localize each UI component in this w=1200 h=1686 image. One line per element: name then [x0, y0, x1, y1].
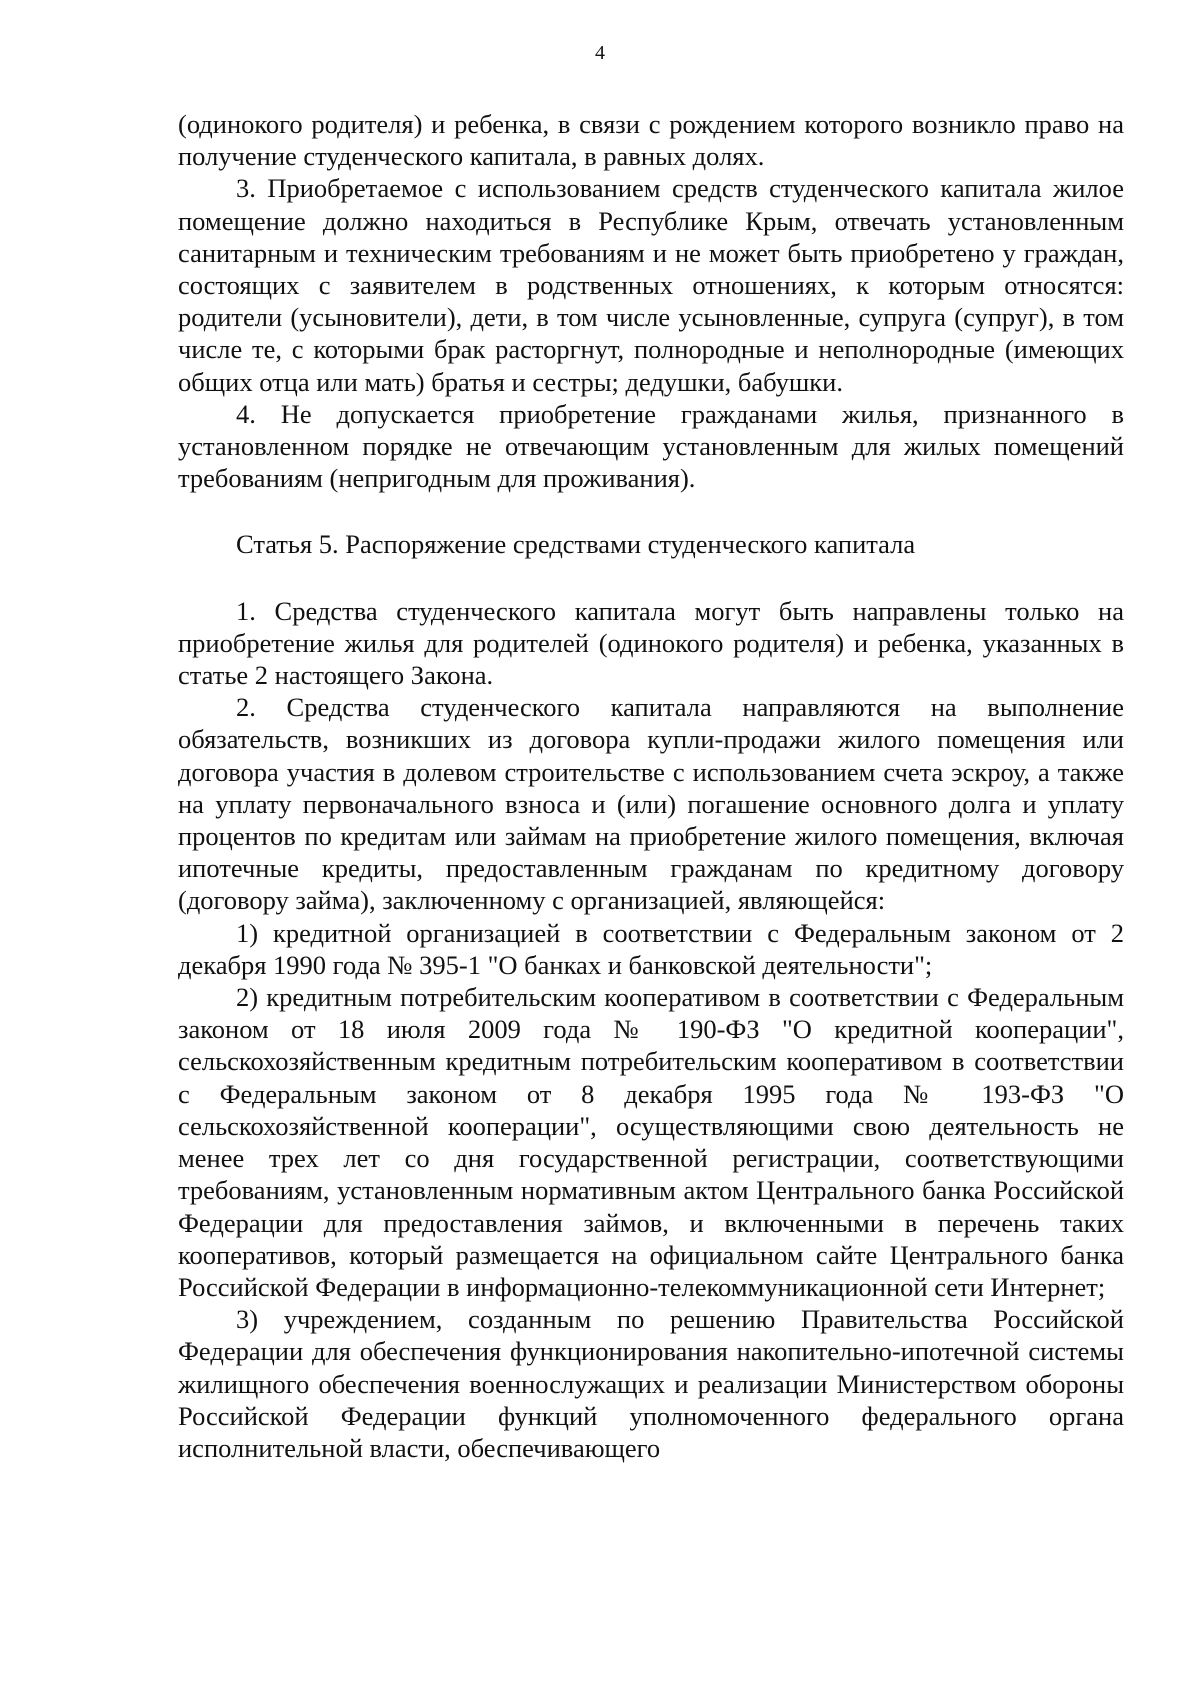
paragraph-item-3: 3. Приобретаемое с использованием средств студенческого капитала жилое помещение должно находиться в Республике Крым, отвечать установленным санитарным и техническим требованиям и не может быть приобретено у граждан, состоящих с заявителем в родственных отношениях, к которым относятся: родители (усыновители), дети, в том числе усыновленные, супруга (супруг), в том числе те, с которыми брак расторгнут, полнородные и неполнородные (имеющих общих отца или мать) братья и сестры; дедушки, бабушки.	[178, 173, 1124, 397]
article-heading: Статья 5. Распоряжение средствами студенческого капитала	[236, 529, 916, 560]
subitem-3: 3) учреждением, созданным по решению Правительства Российской Федерации для обеспечения функционирования накопительно-ипотечной системы жилищного обеспечения военнослужащих и реализации Министерством обороны Российской Федерации функций уполномоченного федерального органа исполнительной власти, обеспечивающего	[178, 1304, 1124, 1463]
article-5-item-1: 1. Средства студенческого капитала могут быть направлены только на приобретение жилья для родителей (одинокого родителя) и ребенка, указанных в статье 2 настоящего Закона.	[178, 595, 1124, 691]
paragraph-continuation: (одинокого родителя) и ребенка, в связи с рождением которого возникло право на получение студенческого капитала, в равных долях.	[178, 109, 1124, 172]
subitem-1: 1) кредитной организацией в соответствии с Федеральным законом от 2 декабря 1990 года № 395-1 "О банках и банковской деятельности";	[178, 917, 1124, 980]
page-number: 4	[595, 42, 605, 64]
article-5-item-2: 2. Средства студенческого капитала направляются на выполнение обязательств, возникших из договора купли-продажи жилого помещения или договора участия в долевом строительстве с использованием счета эскроу, а также на уплату первоначального взноса и (или) погашение основного долга и уплату процентов по кредитам или займам на приобретение жилого помещения, включая ипотечные кредиты, предоставленным гражданам по кредитному договору (договору займа), заключенному с организацией, являющейся:	[178, 692, 1124, 916]
paragraph-item-4: 4. Не допускается приобретение гражданами жилья, признанного в установленном порядке не отвечающим установленным для жилых помещений требованиям (непригодным для проживания).	[178, 398, 1124, 494]
subitem-2: 2) кредитным потребительским кооперативом в соответствии с Федеральным законом от 18 июля 2009 года № 190-ФЗ "О кредитной кооперации", сельскохозяйственным кредитным потребительским кооперативом в соответствии с Федеральным законом от 8 декабря 1995 года № 193-ФЗ "О сельскохозяйственной кооперации", осуществляющими свою деятельность не менее трех лет со дня государственной регистрации, соответствующими требованиям, установленным нормативным актом Центрального банка Российской Федерации для предоставления займов, и включенными в перечень таких кооперативов, который размещается на официальном сайте Центрального банка Российской Федерации в информационно-телекоммуникационной сети Интернет;	[178, 982, 1124, 1302]
document-body	[178, 108, 1124, 1464]
